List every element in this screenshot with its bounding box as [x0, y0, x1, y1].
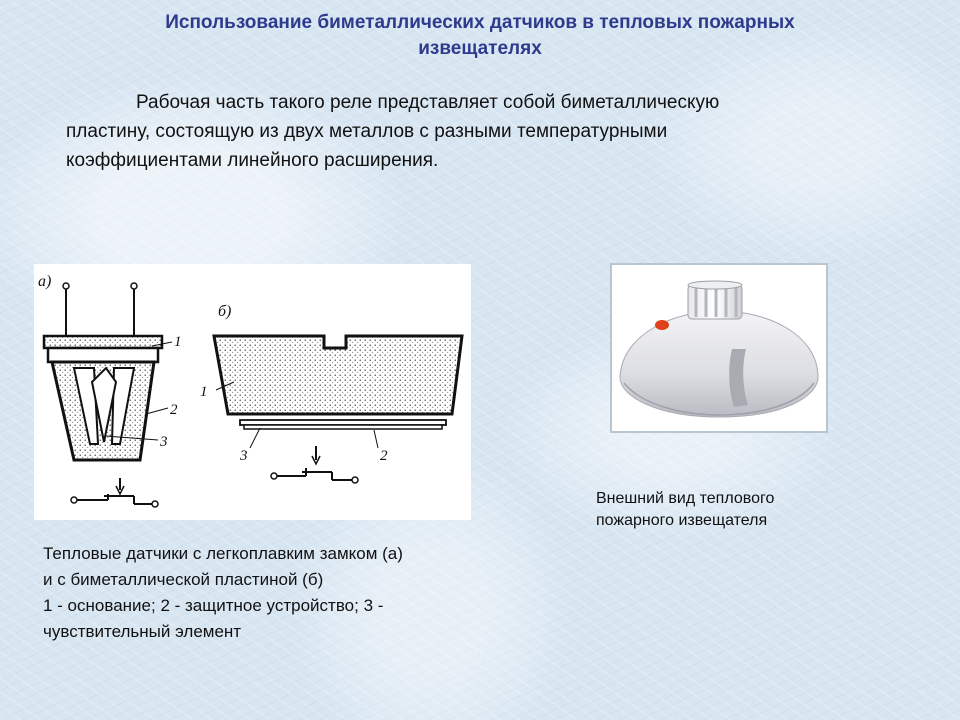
diagram-caption-line-3: 1 - основание; 2 - защитное устройство; 3 -: [43, 596, 384, 615]
diagram-caption-line-2: и с биметаллической пластиной (б): [43, 570, 324, 589]
callout-b-3: 3: [240, 448, 248, 464]
photo-caption-line-2: пожарного извещателя: [596, 512, 768, 529]
title-line-1: Использование биметаллических датчиков в тепловых пожарных: [165, 12, 795, 33]
diagram-caption-line-4: чувствительный элемент: [43, 622, 242, 641]
detector-photo: [610, 263, 828, 433]
sensor-diagram: [34, 264, 471, 520]
label-a: а): [38, 273, 52, 290]
indicator-led: [655, 320, 669, 330]
slide-title: [60, 10, 900, 62]
callout-a-3: 3: [160, 434, 168, 450]
sensor-diagram-drawing: [34, 264, 471, 520]
diagram-caption: [43, 541, 523, 645]
callout-b-1: 1: [200, 384, 208, 400]
bimetal-sensor-b: [214, 336, 462, 483]
fusible-sensor-a: [44, 283, 172, 507]
label-b: б): [218, 303, 232, 320]
photo-caption-line-1: Внешний вид теплового: [596, 490, 775, 507]
callout-a-2: 2: [170, 402, 178, 418]
intro-line-3: коэффициентами линейного расширения.: [66, 150, 439, 171]
callout-a-1: 1: [174, 334, 182, 350]
photo-caption: [596, 488, 856, 532]
intro-line-1: Рабочая часть такого реле представляет собой биметаллическую: [136, 92, 720, 113]
intro-line-2: пластину, состоящую из двух металлов с разными температурными: [66, 121, 668, 142]
title-line-2: извещателях: [418, 38, 542, 59]
diagram-caption-line-1: Тепловые датчики с легкоплавким замком (а): [43, 544, 403, 563]
intro-paragraph: [66, 88, 896, 175]
callout-b-2: 2: [380, 448, 388, 464]
heat-detector-illustration: [612, 265, 826, 431]
